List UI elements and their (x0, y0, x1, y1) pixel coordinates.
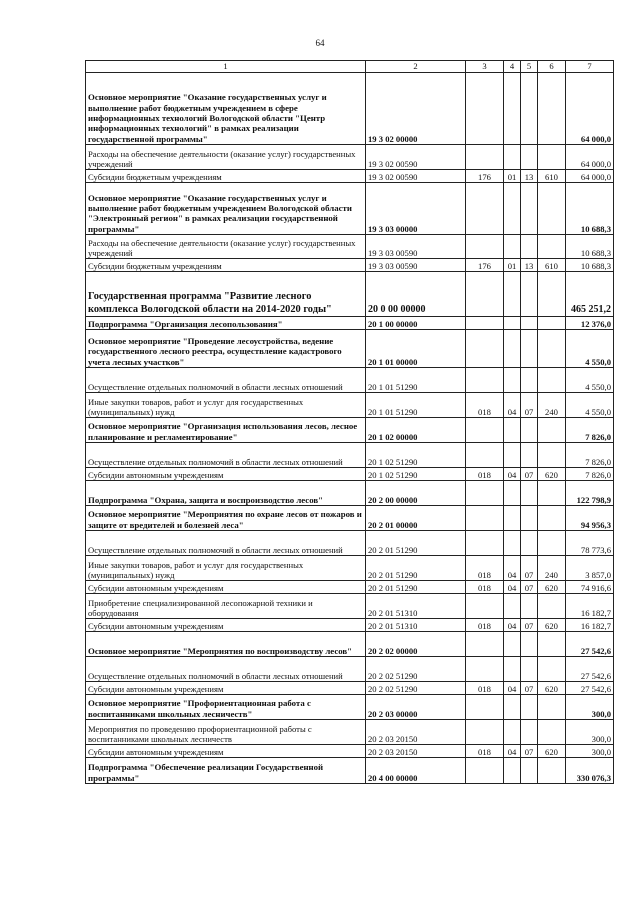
row-expense-type-cell (538, 418, 566, 443)
row-code-cell: 20 2 01 51290 (366, 556, 466, 581)
header-col-4: 4 (504, 61, 521, 73)
row-amount-cell: 7 826,0 (566, 418, 614, 443)
table-row (86, 145, 614, 170)
row-code-cell: 20 1 01 51290 (366, 368, 466, 393)
row-amount-cell: 64 000,0 (566, 145, 614, 170)
row-amount-cell: 122 798,9 (566, 481, 614, 506)
table-row (86, 368, 614, 393)
row-name-cell: Осуществление отдельных полномочий в области лесных отношений (86, 443, 366, 468)
row-name-cell: Иные закупки товаров, работ и услуг для государственных (муниципальных) нужд (86, 556, 366, 581)
row-code-cell: 20 2 01 51290 (366, 581, 466, 594)
row-subsection-cell: 13 (521, 170, 538, 183)
row-amount-cell: 330 076,3 (566, 758, 614, 784)
row-department-cell (466, 330, 504, 368)
budget-table (85, 60, 614, 784)
row-department-cell (466, 720, 504, 745)
row-expense-type-cell (538, 183, 566, 235)
row-name-cell: Субсидии автономным учреждениям (86, 581, 366, 594)
row-name-cell: Приобретение специализированной лесопожарной техники и оборудования (86, 594, 366, 619)
row-department-cell: 018 (466, 745, 504, 758)
table-row (86, 170, 614, 183)
row-amount-cell: 16 182,7 (566, 594, 614, 619)
row-expense-type-cell (538, 632, 566, 657)
table-body (86, 73, 614, 784)
row-code-cell: 19 3 02 00590 (366, 170, 466, 183)
row-amount-cell: 300,0 (566, 695, 614, 720)
row-department-cell (466, 443, 504, 468)
row-amount-cell: 64 000,0 (566, 73, 614, 145)
row-expense-type-cell (538, 481, 566, 506)
row-expense-type-cell (538, 695, 566, 720)
row-subsection-cell (521, 145, 538, 170)
row-name-cell: Основное мероприятие "Оказание государственных услуг и выполнение работ бюджетным учреждением в сфере информационных технологий Вологодской области "Центр информационных технологий" в рамках реализации государственной программы" (86, 73, 366, 145)
row-section-cell: 04 (504, 468, 521, 481)
row-code-cell: 19 3 03 00590 (366, 259, 466, 272)
row-subsection-cell (521, 632, 538, 657)
row-code-cell: 20 2 02 00000 (366, 632, 466, 657)
row-name-cell: Основное мероприятие "Оказание государственных услуг и выполнение работ бюджетным учреждением Вологодской области "Электронный регион" в рамках реализации государственной программы" (86, 183, 366, 235)
table-row (86, 481, 614, 506)
row-code-cell: 20 1 01 00000 (366, 330, 466, 368)
row-name-cell: Осуществление отдельных полномочий в области лесных отношений (86, 657, 366, 682)
row-section-cell: 04 (504, 581, 521, 594)
row-department-cell (466, 272, 504, 317)
row-expense-type-cell: 620 (538, 682, 566, 695)
row-expense-type-cell (538, 317, 566, 330)
row-subsection-cell (521, 330, 538, 368)
row-amount-cell: 4 550,0 (566, 330, 614, 368)
table-row (86, 657, 614, 682)
row-code-cell: 20 1 02 51290 (366, 443, 466, 468)
row-name-cell: Мероприятия по проведению профориентационной работы с воспитанниками школьных лесничеств (86, 720, 366, 745)
row-section-cell: 04 (504, 682, 521, 695)
row-code-cell: 19 3 03 00590 (366, 235, 466, 259)
row-department-cell (466, 481, 504, 506)
row-expense-type-cell (538, 594, 566, 619)
row-code-cell: 20 1 00 00000 (366, 317, 466, 330)
row-name-cell: Субсидии автономным учреждениям (86, 619, 366, 632)
row-section-cell (504, 183, 521, 235)
row-subsection-cell (521, 73, 538, 145)
row-subsection-cell (521, 594, 538, 619)
table-row (86, 745, 614, 758)
table-row (86, 317, 614, 330)
row-section-cell (504, 235, 521, 259)
row-expense-type-cell (538, 368, 566, 393)
row-department-cell (466, 531, 504, 556)
row-expense-type-cell (538, 272, 566, 317)
row-name-cell: Основное мероприятие "Проведение лесоустройства, ведение государственного лесного реестра, осуществление кадастрового учета лесных участков" (86, 330, 366, 368)
row-subsection-cell (521, 368, 538, 393)
row-subsection-cell: 07 (521, 745, 538, 758)
row-section-cell (504, 594, 521, 619)
row-subsection-cell (521, 531, 538, 556)
row-department-cell (466, 695, 504, 720)
row-name-cell: Подпрограмма "Обеспечение реализации Государственной программы" (86, 758, 366, 784)
row-subsection-cell (521, 235, 538, 259)
row-expense-type-cell: 620 (538, 468, 566, 481)
row-subsection-cell (521, 272, 538, 317)
row-code-cell: 20 2 01 51310 (366, 619, 466, 632)
row-amount-cell: 465 251,2 (566, 272, 614, 317)
row-expense-type-cell (538, 73, 566, 145)
row-name-cell: Основное мероприятие "Организация использования лесов, лесное планирование и регламентирование" (86, 418, 366, 443)
row-code-cell: 20 1 02 51290 (366, 468, 466, 481)
row-name-cell: Подпрограмма "Организация лесопользования" (86, 317, 366, 330)
row-department-cell: 018 (466, 556, 504, 581)
row-section-cell: 01 (504, 170, 521, 183)
table-row (86, 695, 614, 720)
row-section-cell (504, 317, 521, 330)
row-subsection-cell (521, 506, 538, 531)
row-expense-type-cell: 620 (538, 745, 566, 758)
row-code-cell: 20 2 01 51310 (366, 594, 466, 619)
table-row (86, 393, 614, 418)
header-col-2: 2 (366, 61, 466, 73)
row-amount-cell: 16 182,7 (566, 619, 614, 632)
page-number: 64 (315, 38, 325, 48)
row-section-cell: 04 (504, 745, 521, 758)
row-department-cell (466, 317, 504, 330)
header-col-7: 7 (566, 61, 614, 73)
row-expense-type-cell (538, 145, 566, 170)
table-row (86, 418, 614, 443)
row-expense-type-cell: 620 (538, 619, 566, 632)
row-code-cell: 20 1 01 51290 (366, 393, 466, 418)
row-expense-type-cell (538, 758, 566, 784)
row-code-cell: 20 0 00 00000 (366, 272, 466, 317)
table-row (86, 556, 614, 581)
row-code-cell: 19 3 03 00000 (366, 183, 466, 235)
row-expense-type-cell: 240 (538, 393, 566, 418)
row-amount-cell: 27 542,6 (566, 657, 614, 682)
row-section-cell (504, 695, 521, 720)
row-department-cell (466, 657, 504, 682)
row-department-cell (466, 73, 504, 145)
row-department-cell (466, 594, 504, 619)
row-department-cell (466, 418, 504, 443)
row-department-cell: 018 (466, 682, 504, 695)
row-amount-cell: 4 550,0 (566, 368, 614, 393)
row-name-cell: Осуществление отдельных полномочий в области лесных отношений (86, 531, 366, 556)
row-department-cell (466, 368, 504, 393)
row-amount-cell: 300,0 (566, 720, 614, 745)
row-amount-cell: 7 826,0 (566, 443, 614, 468)
header-col-5: 5 (521, 61, 538, 73)
row-department-cell (466, 235, 504, 259)
row-expense-type-cell (538, 720, 566, 745)
row-section-cell: 01 (504, 259, 521, 272)
row-code-cell: 20 1 02 00000 (366, 418, 466, 443)
row-name-cell: Основное мероприятие "Профориентационная работа с воспитанниками школьных лесничеств" (86, 695, 366, 720)
row-amount-cell: 4 550,0 (566, 393, 614, 418)
row-section-cell (504, 418, 521, 443)
row-code-cell: 19 3 02 00590 (366, 145, 466, 170)
table-row (86, 468, 614, 481)
row-department-cell (466, 145, 504, 170)
table-row (86, 235, 614, 259)
table-row (86, 594, 614, 619)
row-name-cell: Субсидии бюджетным учреждениям (86, 170, 366, 183)
row-section-cell (504, 720, 521, 745)
row-section-cell (504, 330, 521, 368)
table-row (86, 619, 614, 632)
table-row (86, 581, 614, 594)
row-section-cell: 04 (504, 619, 521, 632)
row-department-cell: 018 (466, 468, 504, 481)
row-amount-cell: 10 688,3 (566, 235, 614, 259)
row-name-cell: Иные закупки товаров, работ и услуг для государственных (муниципальных) нужд (86, 393, 366, 418)
table-row (86, 682, 614, 695)
row-expense-type-cell (538, 235, 566, 259)
row-name-cell: Основное мероприятие "Мероприятия по охране лесов от пожаров и защите от вредителей и болезней леса" (86, 506, 366, 531)
row-department-cell (466, 632, 504, 657)
row-subsection-cell (521, 657, 538, 682)
header-col-1: 1 (86, 61, 366, 73)
row-name-cell: Расходы на обеспечение деятельности (оказание услуг) государственных учреждений (86, 235, 366, 259)
row-expense-type-cell: 240 (538, 556, 566, 581)
table-row (86, 720, 614, 745)
row-section-cell (504, 632, 521, 657)
table-row (86, 758, 614, 784)
row-code-cell: 20 2 02 51290 (366, 682, 466, 695)
row-expense-type-cell (538, 506, 566, 531)
row-department-cell (466, 758, 504, 784)
row-department-cell: 176 (466, 259, 504, 272)
table-row (86, 183, 614, 235)
table-row (86, 506, 614, 531)
row-subsection-cell: 13 (521, 259, 538, 272)
row-section-cell (504, 443, 521, 468)
row-expense-type-cell (538, 330, 566, 368)
row-subsection-cell: 07 (521, 581, 538, 594)
row-section-cell (504, 145, 521, 170)
row-code-cell: 20 2 01 00000 (366, 506, 466, 531)
row-department-cell: 018 (466, 619, 504, 632)
row-section-cell (504, 272, 521, 317)
row-code-cell: 20 2 03 00000 (366, 695, 466, 720)
row-section-cell (504, 506, 521, 531)
row-amount-cell: 64 000,0 (566, 170, 614, 183)
row-code-cell: 20 2 03 20150 (366, 745, 466, 758)
row-section-cell (504, 481, 521, 506)
row-expense-type-cell: 620 (538, 581, 566, 594)
row-code-cell: 20 2 01 51290 (366, 531, 466, 556)
table-row (86, 632, 614, 657)
row-department-cell (466, 506, 504, 531)
row-name-cell: Субсидии бюджетным учреждениям (86, 259, 366, 272)
row-expense-type-cell (538, 443, 566, 468)
row-code-cell: 20 2 03 20150 (366, 720, 466, 745)
row-name-cell: Субсидии автономным учреждениям (86, 682, 366, 695)
row-subsection-cell (521, 695, 538, 720)
table-row (86, 73, 614, 145)
row-expense-type-cell: 610 (538, 170, 566, 183)
row-expense-type-cell (538, 657, 566, 682)
row-department-cell: 018 (466, 581, 504, 594)
row-name-cell: Субсидии автономным учреждениям (86, 745, 366, 758)
row-name-cell: Субсидии автономным учреждениям (86, 468, 366, 481)
row-subsection-cell: 07 (521, 468, 538, 481)
row-amount-cell: 300,0 (566, 745, 614, 758)
row-section-cell (504, 657, 521, 682)
row-subsection-cell (521, 758, 538, 784)
row-section-cell: 04 (504, 393, 521, 418)
row-section-cell (504, 73, 521, 145)
row-amount-cell: 7 826,0 (566, 468, 614, 481)
row-section-cell (504, 531, 521, 556)
row-subsection-cell (521, 443, 538, 468)
table-row (86, 272, 614, 317)
row-name-cell: Подпрограмма "Охрана, защита и воспроизводство лесов" (86, 481, 366, 506)
header-col-3: 3 (466, 61, 504, 73)
table-row (86, 259, 614, 272)
row-amount-cell: 10 688,3 (566, 259, 614, 272)
row-subsection-cell (521, 418, 538, 443)
row-code-cell: 20 2 02 51290 (366, 657, 466, 682)
row-amount-cell: 3 857,0 (566, 556, 614, 581)
table-row (86, 330, 614, 368)
row-department-cell: 018 (466, 393, 504, 418)
row-section-cell (504, 758, 521, 784)
row-amount-cell: 10 688,3 (566, 183, 614, 235)
row-section-cell (504, 368, 521, 393)
row-subsection-cell: 07 (521, 682, 538, 695)
row-amount-cell: 74 916,6 (566, 581, 614, 594)
row-amount-cell: 12 376,0 (566, 317, 614, 330)
row-amount-cell: 27 542,6 (566, 682, 614, 695)
row-subsection-cell (521, 317, 538, 330)
row-subsection-cell: 07 (521, 556, 538, 581)
table-row (86, 443, 614, 468)
table-row (86, 531, 614, 556)
row-subsection-cell (521, 481, 538, 506)
row-name-cell: Осуществление отдельных полномочий в области лесных отношений (86, 368, 366, 393)
row-amount-cell: 94 956,3 (566, 506, 614, 531)
row-code-cell: 20 2 00 00000 (366, 481, 466, 506)
row-subsection-cell: 07 (521, 619, 538, 632)
row-amount-cell: 78 773,6 (566, 531, 614, 556)
header-col-6: 6 (538, 61, 566, 73)
row-section-cell: 04 (504, 556, 521, 581)
row-code-cell: 19 3 02 00000 (366, 73, 466, 145)
row-department-cell: 176 (466, 170, 504, 183)
row-subsection-cell (521, 183, 538, 235)
row-subsection-cell (521, 720, 538, 745)
row-code-cell: 20 4 00 00000 (366, 758, 466, 784)
row-name-cell: Расходы на обеспечение деятельности (оказание услуг) государственных учреждений (86, 145, 366, 170)
row-amount-cell: 27 542,6 (566, 632, 614, 657)
row-expense-type-cell: 610 (538, 259, 566, 272)
row-expense-type-cell (538, 531, 566, 556)
row-name-cell: Государственная программа "Развитие лесного комплекса Вологодской области на 2014-2020 годы" (86, 272, 366, 317)
row-department-cell (466, 183, 504, 235)
row-name-cell: Основное мероприятие "Мероприятия по воспроизводству лесов" (86, 632, 366, 657)
header-row (86, 61, 614, 73)
row-subsection-cell: 07 (521, 393, 538, 418)
